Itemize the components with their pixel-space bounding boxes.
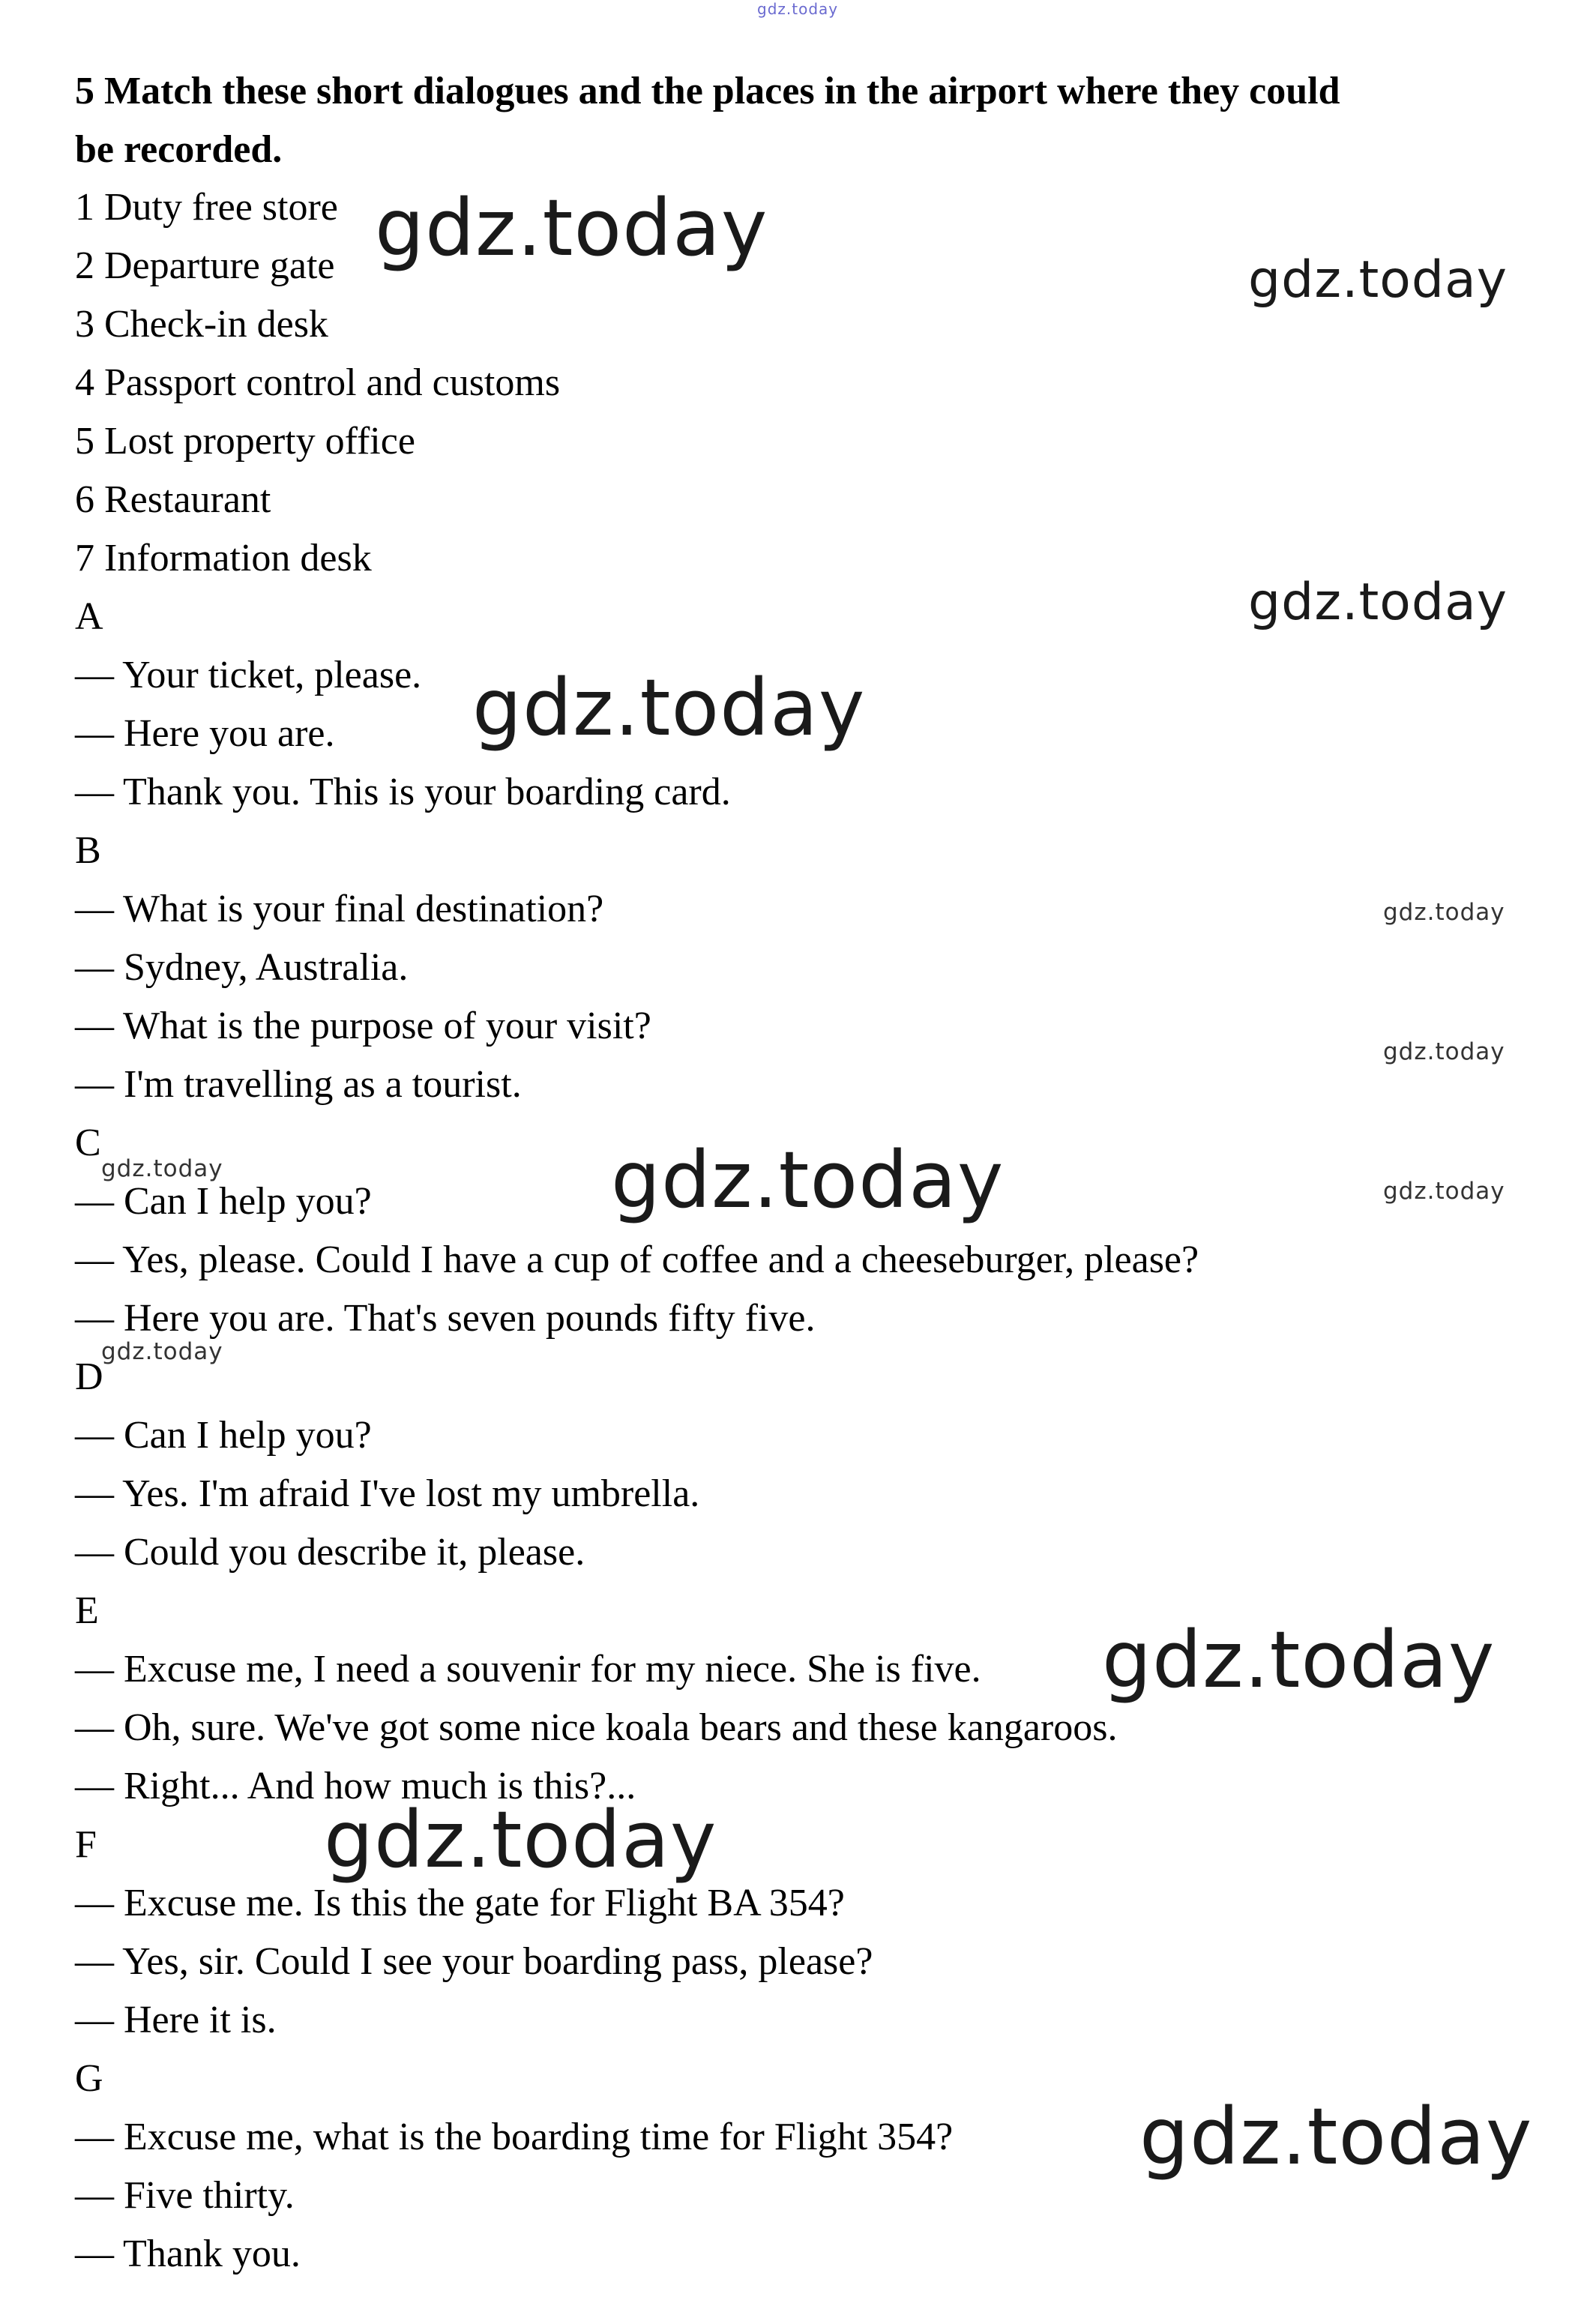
watermark: gdz.today	[611, 1134, 1005, 1226]
dialogue-letter: C	[75, 1122, 101, 1164]
dialogue-line: — Can I help you?	[75, 1180, 372, 1223]
place-item: 5 Lost property office	[75, 420, 415, 463]
place-item: 3 Check-in desk	[75, 303, 328, 346]
dialogue-line: — Right... And how much is this?...	[75, 1765, 636, 1807]
dialogue-letter: A	[75, 595, 103, 638]
dialogue-line: — Could you describe it, please.	[75, 1531, 585, 1574]
dialogue-line: — Here you are.	[75, 712, 335, 755]
dialogue-line: — Can I help you?	[75, 1414, 372, 1457]
watermark: gdz.today	[101, 1338, 223, 1365]
dialogue-line: — Thank you. This is your boarding card.	[75, 771, 731, 813]
dialogue-line: — Your ticket, please.	[75, 654, 422, 696]
watermark: gdz.today	[375, 182, 768, 274]
dialogue-letter: G	[75, 2057, 103, 2100]
dialogue-letter: F	[75, 1823, 97, 1866]
dialogue-line: — Yes, please. Could I have a cup of coffee and a cheeseburger, please?	[75, 1238, 1199, 1281]
exercise-title-line-2: be recorded.	[75, 128, 283, 171]
place-item: 4 Passport control and customs	[75, 361, 561, 404]
watermark: gdz.today	[1248, 573, 1508, 632]
watermark: gdz.today	[472, 662, 866, 753]
place-item: 6 Restaurant	[75, 478, 271, 521]
place-item: 7 Information desk	[75, 537, 372, 580]
watermark: gdz.today	[1139, 2091, 1533, 2182]
dialogue-line: — Yes, sir. Could I see your boarding pass, please?	[75, 1940, 873, 1983]
watermark: gdz.today	[1383, 1038, 1505, 1065]
watermark: gdz.today	[1383, 899, 1505, 926]
dialogue-line: — Yes. I'm afraid I've lost my umbrella.	[75, 1472, 700, 1515]
dialogue-line: — Excuse me, what is the boarding time for Flight 354?	[75, 2116, 954, 2158]
dialogue-line: — What is the purpose of your visit?	[75, 1005, 651, 1047]
dialogue-line: — Five thirty.	[75, 2174, 295, 2217]
place-item: 2 Departure gate	[75, 244, 335, 287]
dialogue-line: — Excuse me, I need a souvenir for my niece. She is five.	[75, 1648, 981, 1691]
watermark: gdz.today	[1383, 1178, 1505, 1205]
exercise-title-line-1: 5 Match these short dialogues and the places in the airport where they could	[75, 70, 1340, 112]
watermark: gdz.today	[1248, 250, 1508, 310]
dialogue-line: — Here it is.	[75, 1999, 277, 2041]
place-item: 1 Duty free store	[75, 186, 338, 229]
dialogue-line: — Here you are. That's seven pounds fifty five.	[75, 1297, 816, 1340]
dialogue-line: — What is your final destination?	[75, 888, 604, 930]
dialogue-line: — Thank you.	[75, 2233, 301, 2275]
header-watermark: gdz.today	[757, 0, 839, 18]
dialogue-letter: B	[75, 829, 101, 872]
watermark: gdz.today	[101, 1155, 223, 1182]
dialogue-line: — I'm travelling as a tourist.	[75, 1063, 522, 1106]
dialogue-line: — Sydney, Australia.	[75, 946, 409, 989]
watermark: gdz.today	[324, 1794, 717, 1885]
dialogue-letter: D	[75, 1355, 103, 1398]
dialogue-line: — Excuse me. Is this the gate for Flight BA 354?	[75, 1882, 845, 1924]
dialogue-letter: E	[75, 1589, 99, 1632]
dialogue-line: — Oh, sure. We've got some nice koala bears and these kangaroos.	[75, 1706, 1118, 1749]
watermark: gdz.today	[1102, 1614, 1496, 1706]
